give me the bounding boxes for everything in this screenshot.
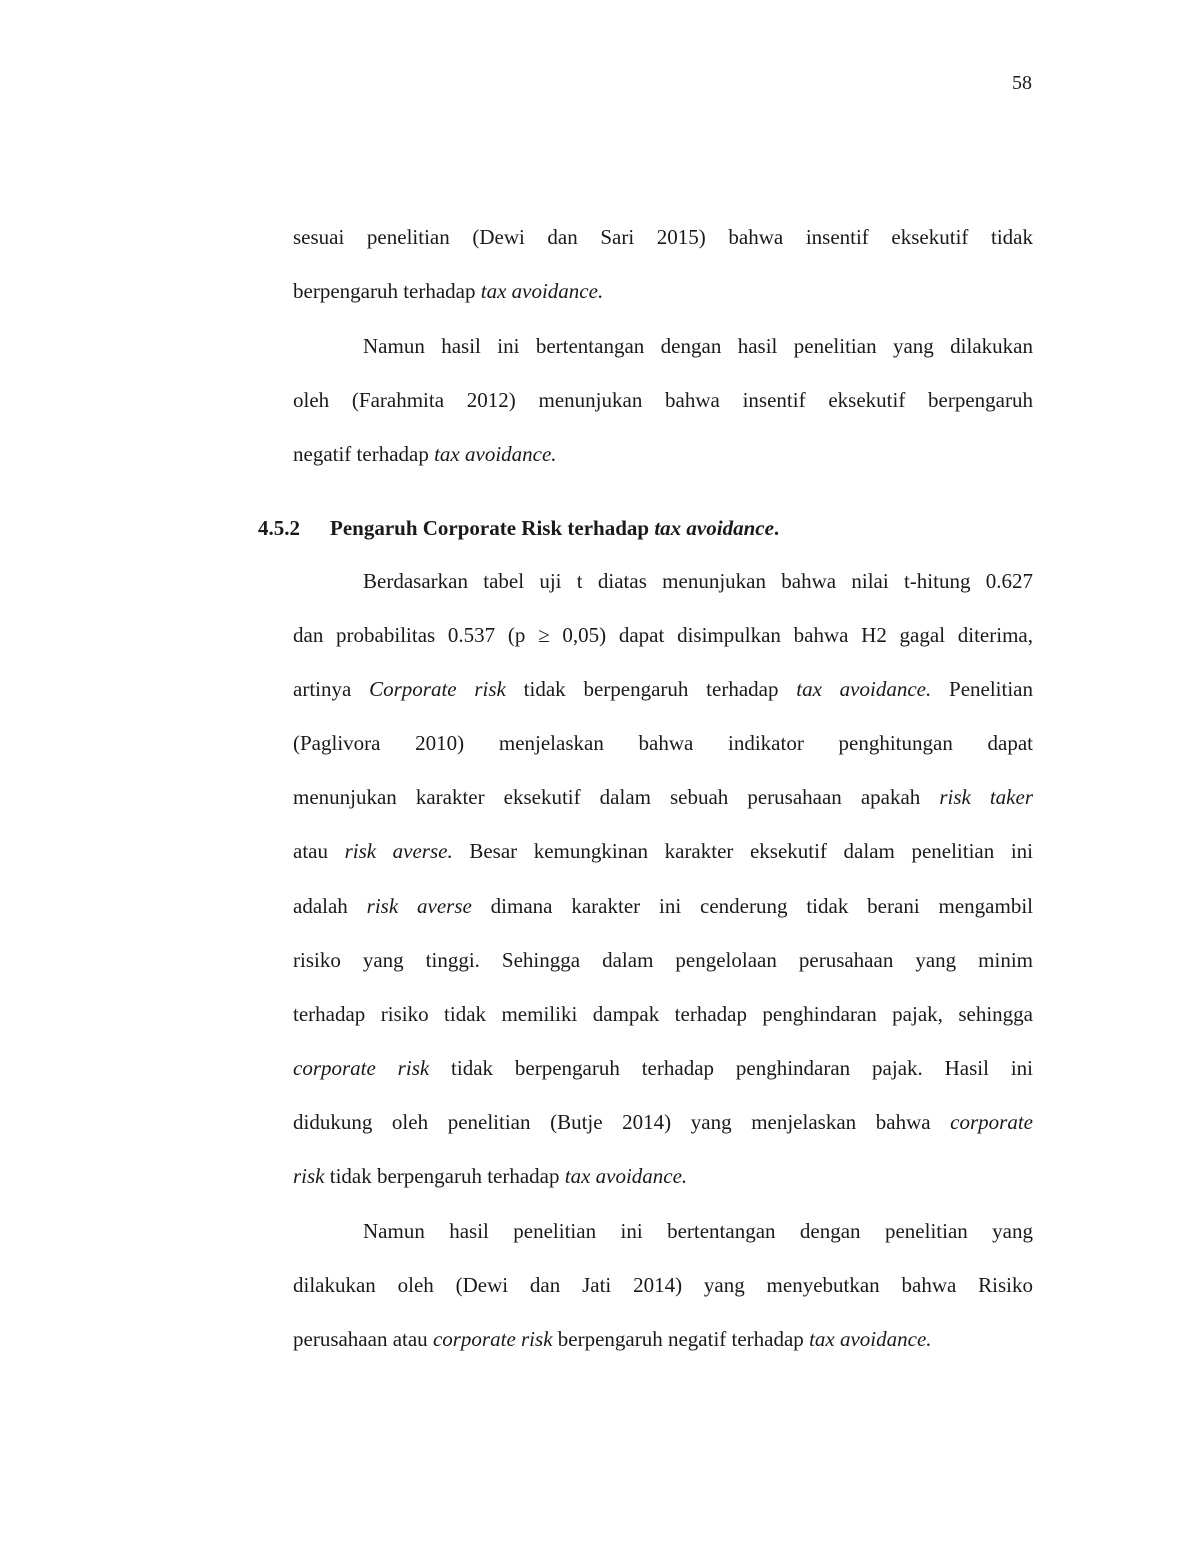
italic-term: Corporate risk bbox=[369, 677, 506, 701]
italic-term: risk taker bbox=[939, 785, 1033, 809]
italic-term: risk bbox=[293, 1164, 325, 1188]
text-line bbox=[293, 1053, 1033, 1083]
text-run: artinya bbox=[293, 677, 370, 701]
text-run: terhadap risiko tidak memiliki dampak terhadap penghindaran pajak, sehingga bbox=[293, 1002, 1033, 1026]
text-run: Penelitian bbox=[931, 677, 1033, 701]
text-line bbox=[293, 620, 1033, 650]
text-run: Berdasarkan tabel uji t diatas menunjukan bahwa nilai t-hitung 0.627 bbox=[363, 569, 1033, 593]
text-run: tidak berpengaruh terhadap bbox=[324, 1164, 565, 1188]
italic-term: tax avoidance bbox=[654, 516, 774, 540]
text-run: Namun hasil penelitian ini bertentangan dengan penelitian yang bbox=[363, 1219, 1033, 1243]
text-line bbox=[293, 836, 1033, 866]
heading-period: . bbox=[773, 516, 780, 540]
italic-term: tax avoidance. bbox=[564, 1164, 688, 1188]
text-run: (Paglivora 2010) menjelaskan bahwa indikator penghitungan dapat bbox=[293, 731, 1033, 755]
text-run: atau bbox=[293, 839, 345, 863]
text-run: dimana karakter ini cenderung tidak berani mengambil bbox=[471, 894, 1033, 918]
text-run: tidak berpengaruh terhadap bbox=[505, 677, 797, 701]
text-line bbox=[363, 566, 1033, 596]
italic-term: corporate risk bbox=[293, 1056, 430, 1080]
text-run: didukung oleh penelitian (Butje 2014) yang menjelaskan bahwa bbox=[293, 1110, 951, 1134]
italic-term: tax avoidance. bbox=[434, 442, 557, 466]
text-line bbox=[363, 1216, 1033, 1246]
text-line bbox=[293, 1270, 1033, 1300]
text-run: adalah bbox=[293, 894, 367, 918]
text-run: negatif terhadap bbox=[293, 442, 435, 466]
text-line bbox=[293, 276, 1033, 306]
section-number: 4.5.2 bbox=[258, 516, 300, 540]
text-line bbox=[293, 1161, 1033, 1191]
italic-term: tax avoidance. bbox=[809, 1327, 932, 1351]
italic-term: corporate risk bbox=[432, 1327, 553, 1351]
text-run: risiko yang tinggi. Sehingga dalam pengelolaan perusahaan yang minim bbox=[293, 948, 1033, 972]
text-line bbox=[293, 1324, 1033, 1354]
text-run: dan probabilitas 0.537 (p ≥ 0,05) dapat disimpulkan bahwa H2 gagal diterima, bbox=[293, 623, 1033, 647]
text-run: oleh (Farahmita 2012) menunjukan bahwa insentif eksekutif berpengaruh bbox=[293, 388, 1033, 412]
text-line bbox=[293, 385, 1033, 415]
text-run: berpengaruh terhadap bbox=[293, 279, 481, 303]
text-run: dilakukan oleh (Dewi dan Jati 2014) yang menyebutkan bahwa Risiko bbox=[293, 1273, 1033, 1297]
italic-term: tax avoidance. bbox=[480, 279, 604, 303]
text-line bbox=[293, 222, 1033, 252]
italic-term: tax avoidance. bbox=[796, 677, 932, 701]
text-line bbox=[293, 674, 1033, 704]
text-run: tidak berpengaruh terhadap penghindaran pajak. Hasil ini bbox=[429, 1056, 1033, 1080]
text-line bbox=[293, 999, 1033, 1029]
text-line bbox=[293, 1107, 1033, 1137]
text-line bbox=[293, 439, 1033, 469]
text-line bbox=[293, 782, 1033, 812]
text-run: Namun hasil ini bertentangan dengan hasil penelitian yang dilakukan bbox=[363, 334, 1033, 358]
italic-term: risk averse bbox=[366, 894, 472, 918]
italic-term: corporate bbox=[950, 1110, 1033, 1134]
text-run: Besar kemungkinan karakter eksekutif dalam penelitian ini bbox=[452, 839, 1034, 863]
text-run: menunjukan karakter eksekutif dalam sebuah perusahaan apakah bbox=[293, 785, 940, 809]
text-line bbox=[363, 331, 1033, 361]
italic-term: risk averse. bbox=[344, 839, 453, 863]
section-title: Pengaruh Corporate Risk terhadap bbox=[330, 516, 655, 540]
text-line bbox=[293, 891, 1033, 921]
text-run: sesuai penelitian (Dewi dan Sari 2015) bahwa insentif eksekutif tidak bbox=[293, 225, 1033, 249]
text-line bbox=[293, 728, 1033, 758]
page-number: 58 bbox=[1012, 72, 1032, 94]
text-run: perusahaan atau bbox=[293, 1327, 433, 1351]
section-heading bbox=[258, 513, 1033, 543]
text-line bbox=[293, 945, 1033, 975]
text-run: berpengaruh negatif terhadap bbox=[552, 1327, 810, 1351]
